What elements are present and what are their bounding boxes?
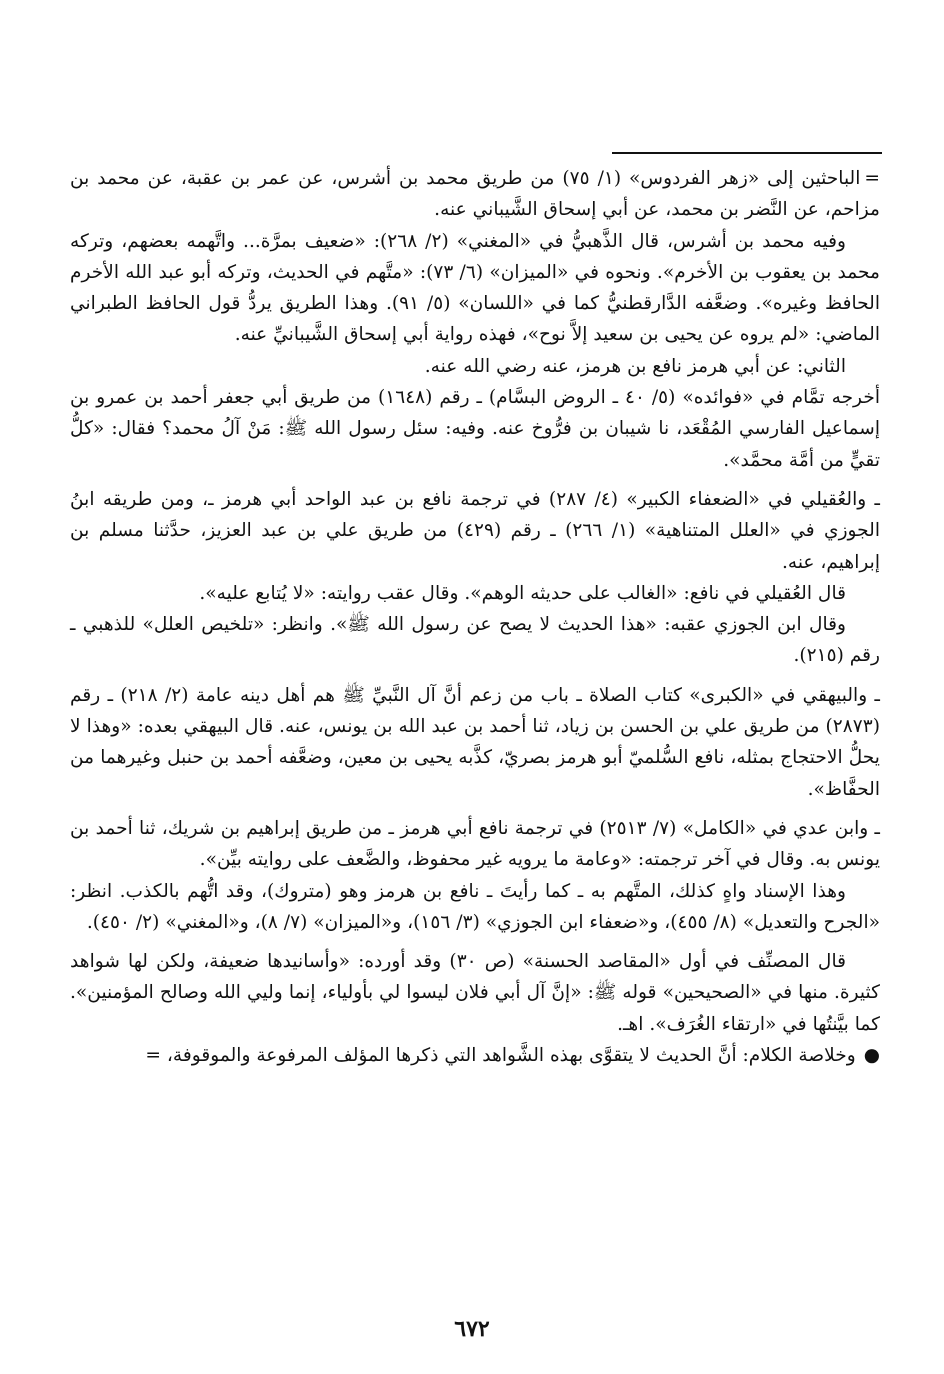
footnote-paragraph-11: قال المصنِّف في أول «المقاصد الحسنة» (ص ٣٠) وقد أورده: «وأسانيدها ضعيفة، ولكن لها شواهد كثيرة. منها في «الصحيحين» قوله ﷺ: «إنَّ آل أبي فلان ليسوا لي بأولياء، إنما وليي الله وصالح المؤمنين». كما بيَّنتُها في «ارتقاء الغُرَف». اهـ. [70, 951, 880, 1035]
page-number: ٦٧٢ [454, 1316, 490, 1342]
footnote-paragraph-4: أخرجه تمَّام في «فوائده» (٥/ ٤٠ ـ الروض البسَّام) ـ رقم (١٦٤٨) من طريق أبي جعفر أحمد بن عمرو بن إسماعيل الفارسي المُقْعَد، نا شيبان بن فرُّوخ عنه. وفيه: سئل رسول الله ﷺ: مَنْ آلُ محمد؟ فقال: «كلُّ تقيٍّ من أمَّة محمَّد». [70, 387, 880, 471]
paragraph-text: الباحثين إلى «زهر الفردوس» (١/ ٧٥) من طريق محمد بن أشرس، عن عمر بن عقبة، عن محمد بن مزاحم، عن النَّضر بن محمد، عن أبي إسحاق الشَّيباني عنه. [70, 168, 880, 221]
bullet-icon: ● [863, 1045, 880, 1067]
footnote-paragraph-1 [70, 163, 880, 226]
footnote-paragraph-9: ـ وابن عدي في «الكامل» (٧/ ٢٥١٣) في ترجمة نافع أبي هرمز ـ من طريق إبراهيم بن شريك، ثنا أحمد بن يونس به. وقال في آخر ترجمته: «وعامة ما يرويه غير محفوظ، والضَّعف على روايته بيِّن». [70, 817, 880, 871]
footnote-body [70, 163, 880, 1071]
footnote-paragraph-10: وهذا الإسناد واهٍ كذلك، المتَّهم به ـ كما رأيتَ ـ نافع بن هرمز وهو (متروك)، وقد اتُّهم بالكذب. انظر: «الجرح والتعديل» (٨/ ٤٥٥)، و«ضعفاء ابن الجوزي» (٣/ ١٥٦)، و«الميزان» (٧/ ٨)، و«المغني» (٢/ ٤٥٠). [70, 880, 880, 933]
footnote-paragraph-2: وفيه محمد بن أشرس، قال الذَّهبيُّ في «المغني» (٢/ ٢٦٨): «ضعيف بمرَّة... واتَّهمه بعضهم، وتركه محمد بن يعقوب بن الأخرم». ونحوه في «الميزان» (٦/ ٧٣): «متَّهم في الحديث، وتركه أبو عبد الله الأخرم الحافظ وغيره». وضعَّفه الدَّارقطنيُّ كما في «اللسان» (٥/ ٩١). وهذا الطريق يردُّ قول الحافظ الطبراني الماضي: «لم يروه عن يحيى بن سعيد إلاَّ نوح»، فهذه رواية أبي إسحاق الشَّيبانيِّ عنه. [70, 230, 880, 346]
paragraph-text: وخلاصة الكلام: أنَّ الحديث لا يتقوَّى بهذه الشَّواهد التي ذكرها المؤلف المرفوعة والموقوفة، = [145, 1045, 856, 1067]
continuation-marker: = [864, 168, 880, 189]
footnote-paragraph-3: الثاني: عن أبي هرمز نافع بن هرمز، عنه رضي الله عنه. [424, 355, 846, 377]
footnote-separator-rule [612, 152, 882, 154]
footnote-paragraph-6: قال العُقيلي في نافع: «الغالب على حديثه الوهم». وقال عقب روايته: «لا يُتابع عليه». [199, 582, 846, 604]
footnote-paragraph-5: ـ والعُقيلي في «الضعفاء الكبير» (٤/ ٢٨٧) في ترجمة نافع بن عبد الواحد أبي هرمز ـ، ومن طريقه ابنُ الجوزي في «العلل المتناهية» (١/ ٢٦٦) ـ رقم (٤٢٩) من طريق علي بن عبد العزيز، حدَّثنا مسلم بن إبراهيم، عنه. [70, 488, 880, 573]
footnote-paragraph-12 [70, 1040, 880, 1071]
footnote-paragraph-8: ـ والبيهقي في «الكبرى» كتاب الصلاة ـ باب من زعم أنَّ آل النَّبيِّ ﷺ هم أهل دينه عامة (٢/ ٢١٨) ـ رقم (٢٨٧٣) من طريق علي بن الحسن بن زياد، ثنا أحمد بن عبد الله بن يونس، عنه. قال البيهقي بعده: «وهذا لا يحلُّ الاحتجاج بمثله، نافع السُّلميّ أبو هرمز بصريّ، كذَّبه يحيى بن معين، وضعَّفه أحمد بن حنبل وغيرهما من الحفَّاظ». [70, 684, 881, 800]
footnote-paragraph-7: وقال ابن الجوزي عقبه: «هذا الحديث لا يصح عن رسول الله ﷺ». وانظر: «تلخيص العلل» للذهبي ـ رقم (٢١٥). [70, 614, 880, 667]
